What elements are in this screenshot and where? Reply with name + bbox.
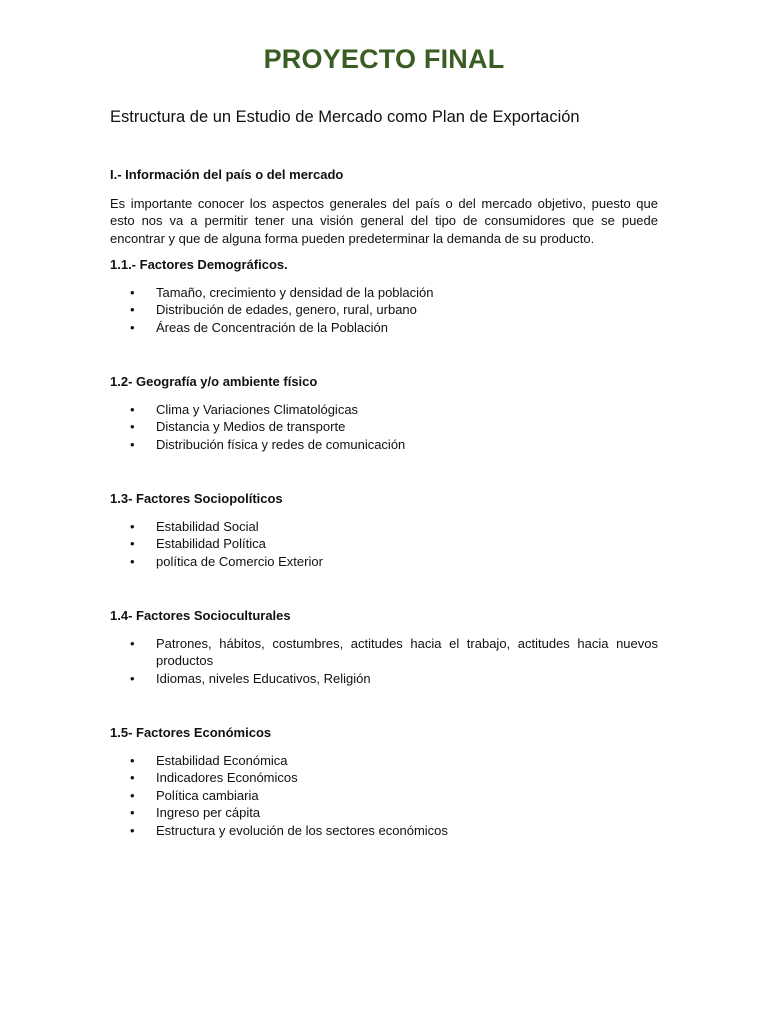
bullet-icon: •: [130, 518, 135, 534]
bullet-icon: •: [130, 536, 135, 551]
bullet-icon: •: [130, 319, 135, 335]
list-item: [110, 436, 658, 454]
bullet-list: [110, 635, 658, 688]
list-item-text: Áreas de Concentración de la Población: [156, 319, 388, 335]
section-heading-1: I.- Información del país o del mercado: [110, 167, 344, 182]
subsection-heading: 1.2- Geografía y/o ambiente físico: [110, 374, 318, 389]
list-item-text: política de Comercio Exterior: [156, 553, 323, 569]
document-body: [110, 166, 658, 839]
list-item: [110, 822, 658, 840]
section-paragraph-1: Es importante conocer los aspectos generales del país o del mercado objetivo, puesto que esto nos va a permitir tener una visión general del tipo de consumidores que se puede encontrar y que de alguna forma pueden predeterminar la demanda de su producto.: [110, 195, 658, 246]
list-item-text: Idiomas, niveles Educativos, Religión: [156, 670, 371, 686]
bullet-list: [110, 752, 658, 840]
list-item-text: Distribución física y redes de comunicación: [156, 436, 406, 452]
list-item: [110, 535, 658, 553]
bullet-icon: •: [130, 670, 135, 686]
bullet-icon: •: [130, 436, 135, 452]
list-item-text: Política cambiaria: [156, 787, 259, 803]
list-item: [110, 670, 658, 688]
list-item-text: Indicadores Económicos: [156, 770, 298, 785]
list-item-text: Distribución de edades, genero, rural, urbano: [156, 302, 417, 317]
subsection-heading: 1.5- Factores Económicos: [110, 725, 272, 740]
list-item-text: Clima y Variaciones Climatológicas: [156, 401, 359, 417]
list-item: [110, 284, 658, 302]
document-title: PROYECTO FINAL: [263, 44, 505, 74]
subsection-heading: 1.4- Factores Socioculturales: [110, 608, 291, 623]
list-item-text: Ingreso per cápita: [156, 805, 261, 820]
list-item: [110, 518, 658, 536]
bullet-icon: •: [130, 419, 135, 434]
bullet-icon: •: [130, 787, 135, 803]
subsection-heading: 1.3- Factores Sociopolíticos: [110, 491, 283, 506]
list-item-text: Patrones, hábitos, costumbres, actitudes hacia el trabajo, actitudes hacia nuevos productos: [156, 635, 658, 668]
list-item: [110, 804, 658, 822]
list-item-text: Estabilidad Social: [156, 518, 259, 534]
bullet-list: [110, 401, 658, 454]
subsection-heading: 1.1.- Factores Demográficos.: [110, 257, 288, 272]
bullet-icon: •: [130, 805, 135, 820]
list-item-text: Estabilidad Política: [156, 536, 266, 551]
bullet-icon: •: [130, 822, 135, 838]
list-item: [110, 319, 658, 337]
list-item-text: Estabilidad Económica: [156, 752, 288, 768]
list-item-text: Distancia y Medios de transporte: [156, 419, 346, 434]
list-item: [110, 635, 658, 670]
bullet-icon: •: [130, 752, 135, 768]
list-item-text: Tamaño, crecimiento y densidad de la población: [156, 284, 434, 300]
list-item: [110, 418, 658, 436]
bullet-icon: •: [130, 284, 135, 300]
list-item: [110, 752, 658, 770]
list-item: [110, 769, 658, 787]
list-item: [110, 787, 658, 805]
bullet-list: [110, 518, 658, 571]
bullet-icon: •: [130, 302, 135, 317]
list-item: [110, 553, 658, 571]
list-item-text: Estructura y evolución de los sectores económicos: [156, 822, 448, 838]
list-item: [110, 401, 658, 419]
bullet-icon: •: [130, 553, 135, 569]
bullet-icon: •: [130, 401, 135, 417]
list-item: [110, 301, 658, 319]
document-subtitle: Estructura de un Estudio de Mercado como Plan de Exportación: [110, 108, 580, 126]
bullet-icon: •: [130, 770, 135, 785]
bullet-list: [110, 284, 658, 337]
bullet-icon: •: [130, 635, 135, 651]
